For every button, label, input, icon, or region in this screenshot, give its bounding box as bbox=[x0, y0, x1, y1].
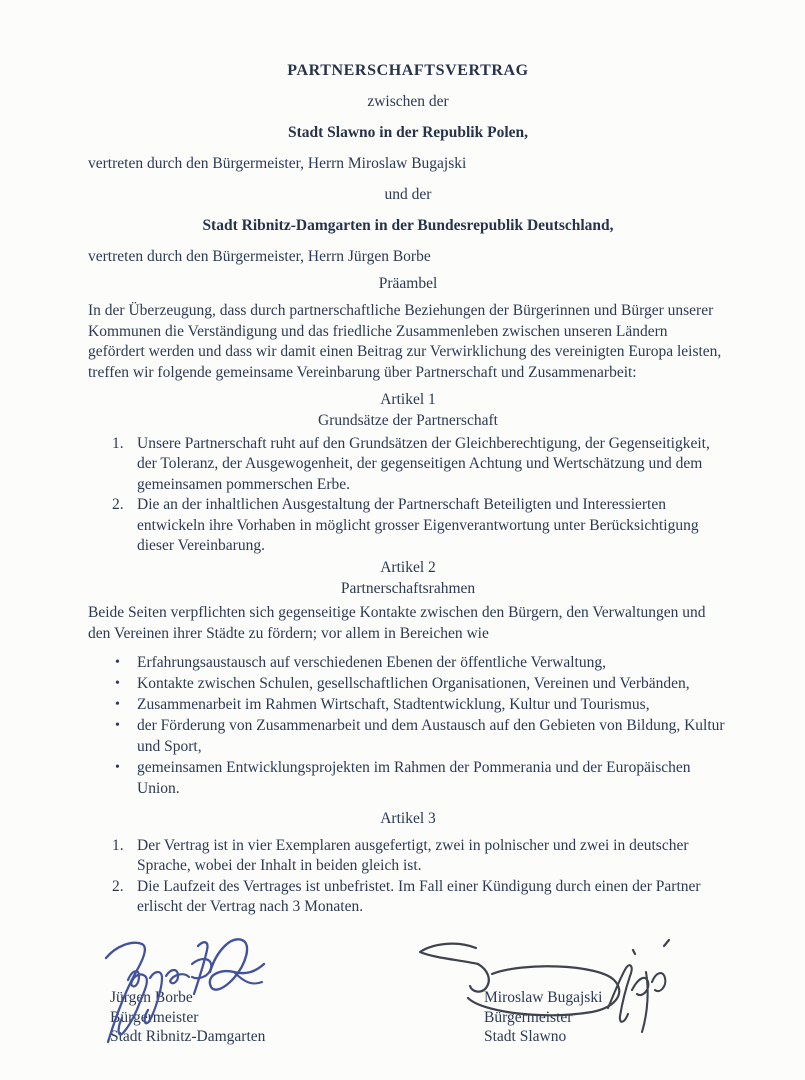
article2-subheading: Partnerschaftsrahmen bbox=[340, 579, 476, 597]
bullet-item bbox=[115, 652, 728, 673]
signatory-left-block bbox=[110, 988, 265, 1047]
list-number: 2. bbox=[112, 496, 124, 514]
signatory-city: Stadt Slawno bbox=[484, 1028, 567, 1045]
bullet-text: der Förderung von Zusammenarbeit und dem Austausch auf den Gebieten von Bildung, Kultur und Sport, bbox=[137, 717, 725, 756]
document-title: PARTNERSCHAFTSVERTRAG bbox=[287, 62, 529, 79]
bullet-text: Zusammenarbeit im Rahmen Wirtschaft, Stadtentwicklung, Kultur und Tourismus, bbox=[137, 696, 650, 714]
article1-subheading: Grundsätze der Partnerschaft bbox=[318, 411, 498, 429]
article3-list bbox=[88, 836, 728, 918]
signatory-city: Stadt Ribnitz-Damgarten bbox=[110, 1028, 266, 1045]
bullet-text: Erfahrungsaustausch auf verschiedenen Ebenen der öffentliche Verwaltung, bbox=[137, 654, 606, 672]
bullet-item bbox=[115, 757, 728, 799]
bullet-item bbox=[115, 715, 728, 757]
between-line: zwischen der bbox=[367, 93, 449, 110]
bullet-text: gemeinsamen Entwicklungsprojekten im Rahmen der Pommerania und der Europäischen Union. bbox=[137, 759, 691, 798]
article3-item bbox=[112, 836, 728, 877]
signatory-name: Jürgen Borbe bbox=[110, 989, 193, 1006]
party2-name: Stadt Ribnitz-Damgarten in der Bundesrepublik Deutschland, bbox=[202, 217, 614, 234]
article2-intro: Beide Seiten verpflichten sich gegenseitige Kontakte zwischen den Bürgern, den Verwaltungen und den Vereinen ihrer Städte zu fördern; vor allem in Bereichen wie bbox=[88, 604, 706, 642]
article1-list bbox=[88, 434, 728, 556]
bullet-icon: • bbox=[115, 760, 120, 776]
party2-representative: vertreten durch den Bürgermeister, Herrn Jürgen Borbe bbox=[88, 248, 431, 265]
list-text: Der Vertrag ist in vier Exemplaren ausgefertigt, zwei in polnischer und zwei in deutscher Sprache, wobei der Inhalt in beiden gleich ist. bbox=[137, 836, 689, 875]
article1-heading: Artikel 1 bbox=[380, 391, 436, 408]
list-number: 2. bbox=[112, 877, 124, 895]
party1-representative: vertreten durch den Bürgermeister, Herrn Miroslaw Bugajski bbox=[88, 155, 467, 172]
bullet-icon: • bbox=[115, 676, 120, 692]
bullet-text: Kontakte zwischen Schulen, gesellschaftlichen Organisationen, Vereinen und Verbänden, bbox=[137, 675, 690, 693]
signatory-name: Miroslaw Bugajski bbox=[484, 989, 603, 1006]
list-text: Die an der inhaltlichen Ausgestaltung der Partnerschaft Beteiligten und Interessierten entwickeln ihre Vorhaben in möglicht grosser Eigenverantwortung unter Berücksichtigung dieser Vereinbarung. bbox=[137, 496, 699, 555]
article1-item bbox=[112, 495, 728, 556]
list-number: 1. bbox=[112, 836, 124, 854]
list-text: Die Laufzeit des Vertrages ist unbefristet. Im Fall einer Kündigung durch einen der Partner erlischt der Vertrag nach 3 Monaten. bbox=[137, 877, 701, 916]
article2-bullet-list bbox=[88, 652, 728, 799]
bullet-icon: • bbox=[115, 718, 120, 734]
list-text: Unsere Partnerschaft ruht auf den Grundsätzen der Gleichberechtigung, der Gegenseitigkeit, der Toleranz, der Ausgewogenheit, der gegenseitigen Achtung und Wertschätzung und dem gemeinsamen pommerschen Erbe. bbox=[137, 435, 710, 493]
list-number: 1. bbox=[112, 435, 124, 452]
signatory-title: Bürgermeister bbox=[110, 1008, 199, 1026]
article2-heading: Artikel 2 bbox=[380, 559, 436, 577]
bullet-item bbox=[115, 694, 728, 715]
signatory-title: Bürgermeister bbox=[484, 1008, 573, 1026]
article1-item bbox=[112, 434, 728, 495]
party1-name: Stadt Slawno in der Republik Polen, bbox=[287, 124, 529, 141]
bullet-item bbox=[115, 673, 728, 694]
preamble-text: In der Überzeugung, dass durch partnerschaftliche Beziehungen der Bürgerinnen und Bürger unserer Kommunen die Verständigung und das friedliche Zusammenleben zwischen unseren Ländern gefördert werden und dass wir damit einen Beitrag zur Verwirklichung des vereinigten Europa leisten, treffen wir folgende gemeinsame Vereinbarung über Partnerschaft und Zusammenarbeit: bbox=[88, 302, 722, 381]
and-line: und der bbox=[384, 186, 432, 203]
bullet-icon: • bbox=[115, 655, 120, 671]
preamble-heading: Präambel bbox=[378, 275, 438, 292]
article3-heading: Artikel 3 bbox=[380, 810, 436, 828]
signatory-right-block bbox=[484, 988, 602, 1047]
bullet-icon: • bbox=[115, 697, 120, 713]
article3-item bbox=[112, 877, 728, 918]
